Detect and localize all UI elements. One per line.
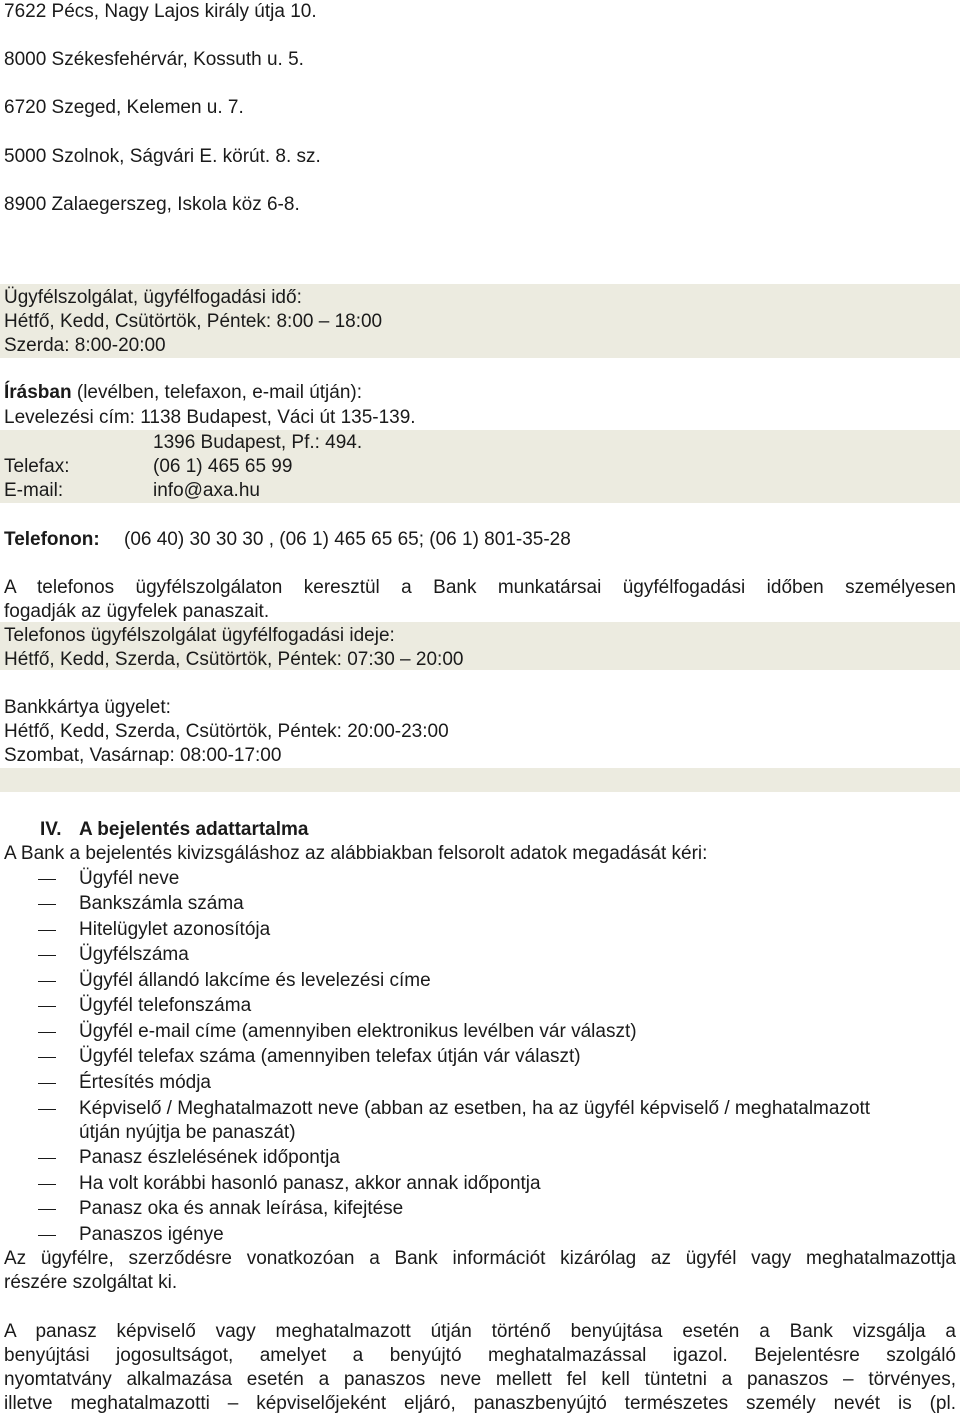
list-item-continuation-text: útján nyújtja be panaszát) xyxy=(79,1122,296,1143)
dash-icon xyxy=(38,1006,56,1007)
list-item xyxy=(0,1071,960,1096)
list-item xyxy=(0,994,960,1019)
dash-icon xyxy=(38,1184,56,1185)
list-item-text: Ügyfél telefax száma (amennyiben telefax útján vár választ) xyxy=(79,1046,581,1067)
phone-label: Telefonon: xyxy=(4,529,100,550)
phone-numbers: (06 40) 30 30 30 , (06 1) 465 65 65; (06 1) 801-35-28 xyxy=(124,529,571,550)
list-item-text: Értesítés módja xyxy=(79,1072,211,1093)
dash-icon xyxy=(38,955,56,956)
address-szolnok: 5000 Szolnok, Ságvári E. körút. 8. sz. xyxy=(4,146,321,167)
section-title: A bejelentés adattartalma xyxy=(79,819,309,840)
section-number: IV. xyxy=(40,819,62,840)
address-szeged: 6720 Szeged, Kelemen u. 7. xyxy=(4,97,244,118)
phone-hours-line: Hétfő, Kedd, Szerda, Csütörtök, Péntek: 07:30 – 20:00 xyxy=(4,649,464,670)
list-item xyxy=(0,943,960,968)
dash-icon xyxy=(38,904,56,905)
phone-paragraph-line-2: fogadják az ügyfelek panaszait. xyxy=(4,601,270,622)
fax-label: Telefax: xyxy=(4,456,70,477)
info-paragraph-line-1: Az ügyfélre, szerződésre vonatkozóan a Bank információt kizárólag az ügyfél vagy meghatalmazottja xyxy=(4,1248,956,1269)
list-item xyxy=(0,918,960,943)
dash-icon xyxy=(38,1032,56,1033)
phone-hours-title: Telefonos ügyfélszolgálat ügyfélfogadási ideje: xyxy=(4,625,395,646)
shade-card-service-end xyxy=(0,768,960,792)
dash-icon xyxy=(38,1109,56,1110)
list-item xyxy=(0,1172,960,1197)
email-address: info@axa.hu xyxy=(153,480,260,501)
dash-icon xyxy=(38,1158,56,1159)
list-item xyxy=(0,1223,960,1248)
written-title xyxy=(4,381,960,405)
address-szekesfehervar: 8000 Székesfehérvár, Kossuth u. 5. xyxy=(4,49,304,70)
list-item-text: Ügyfél neve xyxy=(79,868,180,889)
card-service-title: Bankkártya ügyelet: xyxy=(4,697,171,718)
list-item-text: Bankszámla száma xyxy=(79,893,244,914)
customer-service-title: Ügyfélszolgálat, ügyfélfogadási idő: xyxy=(4,287,302,308)
dash-icon xyxy=(38,1235,56,1236)
list-item-text: Ha volt korábbi hasonló panasz, akkor annak időpontja xyxy=(79,1173,541,1194)
customer-service-hours-2: Szerda: 8:00-20:00 xyxy=(4,335,166,356)
representative-paragraph-line-3: nyomtatvány alkalmazása esetén a panaszos neve mellett fel kell tüntetni a panaszos – törvényes, xyxy=(4,1369,956,1390)
list-item xyxy=(0,969,960,994)
section-intro: A Bank a bejelentés kivizsgáláshoz az alábbiakban felsorolt adatok megadását kéri: xyxy=(4,843,708,864)
dash-icon xyxy=(38,1057,56,1058)
written-title-bold: Írásban xyxy=(4,382,72,403)
representative-paragraph-line-2: benyújtási jogosultságot, amelyet a benyújtó meghatalmazással igazol. Bejelentésre szolgáló xyxy=(4,1345,956,1366)
list-item-text: Képviselő / Meghatalmazott neve (abban az esetben, ha az ügyfél képviselő / meghatalmazott xyxy=(79,1098,871,1119)
list-item-text: Ügyfélszáma xyxy=(79,944,189,965)
list-item-text: Panasz oka és annak leírása, kifejtése xyxy=(79,1198,404,1219)
dash-icon xyxy=(38,879,56,880)
list-item xyxy=(0,1197,960,1222)
list-item-text: Ügyfél e-mail címe (amennyiben elektronikus levélben vár választ) xyxy=(79,1021,637,1042)
phone-paragraph-line-1: A telefonos ügyfélszolgálaton keresztül a Bank munkatársai ügyfélfogadási időben személyesen xyxy=(4,577,956,598)
email-line xyxy=(4,479,960,503)
list-item xyxy=(0,892,960,917)
list-item-text: Panasz észlelésének időpontja xyxy=(79,1147,340,1168)
phone-line xyxy=(4,528,960,552)
dash-icon xyxy=(38,1083,56,1084)
representative-paragraph-line-1: A panasz képviselő vagy meghatalmazott útján történő benyújtása esetén a Bank vizsgálja a xyxy=(4,1321,956,1342)
info-paragraph-line-2: részére szolgáltat ki. xyxy=(4,1272,178,1293)
mailing-address: Levelezési cím: 1138 Budapest, Váci út 135-139. xyxy=(4,407,416,428)
list-item xyxy=(0,1020,960,1045)
customer-service-hours-1: Hétfő, Kedd, Csütörtök, Péntek: 8:00 – 18:00 xyxy=(4,311,383,332)
card-service-weekday: Hétfő, Kedd, Szerda, Csütörtök, Péntek: 20:00-23:00 xyxy=(4,721,449,742)
fax-number: (06 1) 465 65 99 xyxy=(153,456,293,477)
email-label: E-mail: xyxy=(4,480,64,501)
fax-line xyxy=(4,455,960,479)
dash-icon xyxy=(38,930,56,931)
dash-icon xyxy=(38,1209,56,1210)
list-item-text: Panaszos igénye xyxy=(79,1224,224,1245)
list-item xyxy=(0,867,960,892)
dash-icon xyxy=(38,981,56,982)
po-box: 1396 Budapest, Pf.: 494. xyxy=(153,432,363,453)
list-item xyxy=(0,1045,960,1070)
list-item-continuation xyxy=(0,1121,960,1146)
list-item-text: Ügyfél állandó lakcíme és levelezési címe xyxy=(79,970,431,991)
address-zalaegerszeg: 8900 Zalaegerszeg, Iskola köz 6-8. xyxy=(4,194,300,215)
po-box-line xyxy=(4,431,960,455)
list-item-text: Hitelügylet azonosítója xyxy=(79,919,271,940)
representative-paragraph-line-4: illetve meghatalmazotti – képviselőjeként eljáró, panaszbenyújtó természetes személy nevét is (pl. xyxy=(4,1393,956,1414)
list-item xyxy=(0,1097,960,1122)
written-title-rest: (levélben, telefaxon, e-mail útján): xyxy=(71,382,363,403)
card-service-weekend: Szombat, Vasárnap: 08:00-17:00 xyxy=(4,745,282,766)
list-item-text: Ügyfél telefonszáma xyxy=(79,995,252,1016)
address-pecs: 7622 Pécs, Nagy Lajos király útja 10. xyxy=(4,1,317,22)
list-item xyxy=(0,1146,960,1171)
section-heading xyxy=(0,818,960,842)
